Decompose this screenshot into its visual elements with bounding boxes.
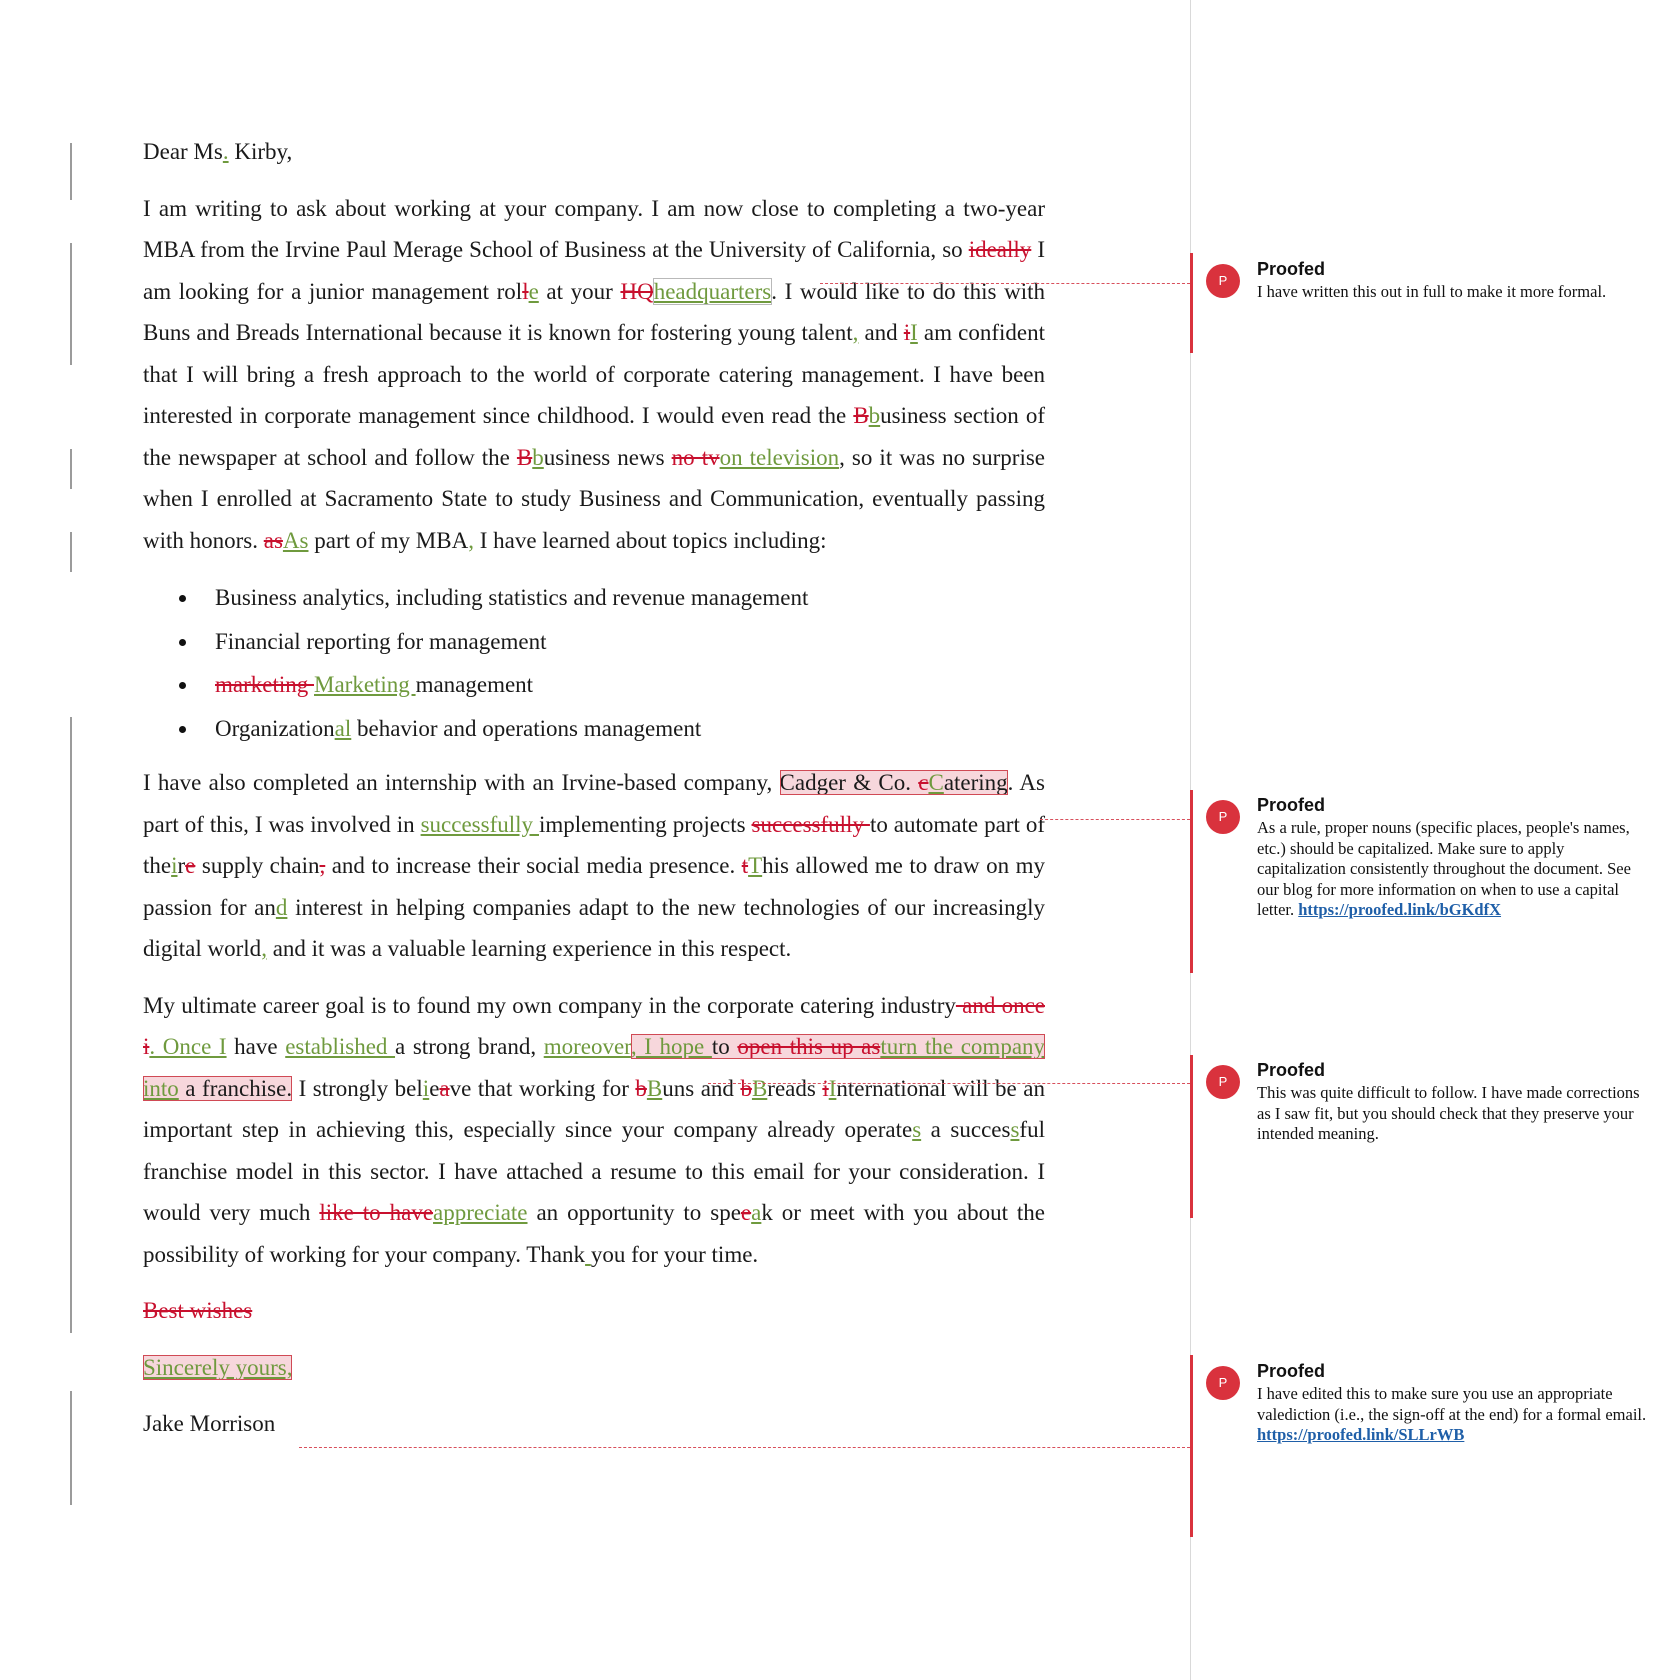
comment-anchor-line bbox=[1040, 819, 1190, 820]
insertion: s bbox=[1010, 1117, 1020, 1142]
comment-author: Proofed bbox=[1257, 1361, 1326, 1381]
deletion: b bbox=[740, 1075, 752, 1101]
change-bar bbox=[70, 1391, 72, 1505]
insertion: b bbox=[868, 403, 881, 428]
insertion: i bbox=[422, 1075, 430, 1101]
comment-anchor-line bbox=[299, 1447, 1190, 1448]
insertion: d bbox=[275, 894, 288, 920]
change-bar bbox=[70, 143, 72, 200]
closing-deleted: Best wishes bbox=[143, 1298, 253, 1323]
change-bar bbox=[70, 243, 72, 365]
deletion: l bbox=[522, 278, 529, 304]
deletion: a bbox=[439, 1075, 450, 1101]
avatar: P bbox=[1206, 1065, 1240, 1099]
deletion: as bbox=[263, 527, 283, 553]
change-bar bbox=[70, 532, 72, 572]
insertion: , bbox=[468, 527, 474, 553]
paragraph-intro: I am writing to ask about working at your company. I am now close to completing a two-year MBA from the Irvine Paul Merage School of Business at the University of California, so ideally I am looking for a junior management rolle at your HQheadquarters. I would like to do this with Buns and Breads International because it is known for fostering young talent, and iI am confident that I will bring a fresh approach to the world of corporate catering management. I have been interested in corporate management since childhood. I would even read the Bbusiness section of the newspaper at school and follow the Bbusiness news no tvon television, so it was no surprise when I enrolled at Sacramento State to study Business and Communication, eventually passing with honors. asAs part of my MBA, I have learned about topics including: bbox=[143, 195, 1045, 553]
topics-list bbox=[143, 576, 1045, 750]
deletion: t bbox=[741, 853, 749, 878]
insertion: , bbox=[261, 936, 267, 961]
comment-bar bbox=[1190, 1055, 1193, 1218]
deletion: B bbox=[516, 444, 533, 470]
insertion: established bbox=[285, 1034, 396, 1059]
avatar: P bbox=[1206, 800, 1240, 834]
deletion: b bbox=[635, 1075, 647, 1101]
comment-card[interactable] bbox=[1206, 259, 1651, 319]
comment-link[interactable]: https://proofed.link/SLLrWB bbox=[1257, 1425, 1465, 1444]
insertion: a bbox=[751, 1200, 762, 1225]
deletion: successfully bbox=[751, 811, 870, 837]
deletion: and once i bbox=[143, 992, 1045, 1059]
insertion: appreciate bbox=[433, 1200, 528, 1225]
insertion: moreover bbox=[543, 1034, 631, 1059]
deletion: , bbox=[319, 853, 326, 878]
list-item: Organizational behavior and operations management bbox=[215, 707, 1045, 751]
insertion: on television bbox=[719, 444, 840, 470]
insertion: b bbox=[532, 444, 544, 470]
insertion: T bbox=[748, 853, 763, 878]
comment-author: Proofed bbox=[1257, 795, 1326, 815]
commented-range[interactable]: Cadger & Co. cCatering bbox=[779, 770, 1008, 795]
comment-text: This was quite difficult to follow. I have made corrections as I saw fit, but you should check that they preserve your intended meaning. bbox=[1257, 1083, 1640, 1143]
commented-range[interactable]: , I hope to open this up asturn the company into a franchise. bbox=[143, 1034, 1046, 1101]
comment-bar bbox=[1190, 790, 1193, 973]
deletion: ideally bbox=[968, 237, 1032, 262]
paragraph-career-goal: My ultimate career goal is to found my own company in the corporate catering industry and once i. Once I have established a strong brand, moreover, I hope to open this up asturn the company into a franchise. I strongly belieave that working for bBuns and bBreads iInternational will be an important step in achieving this, especially since your company already operates a successful franchise model in this sector. I have attached a resume to this email for your consideration. I would very much like to haveappreciate an opportunity to speeak or meet with you about the possibility of working for your company. Thank you for your time. bbox=[143, 992, 1046, 1267]
deletion: like to have bbox=[319, 1200, 434, 1225]
list-item: Business analytics, including statistics and revenue management bbox=[215, 576, 1045, 620]
comment-text: I have written this out in full to make it more formal. bbox=[1257, 282, 1607, 301]
closing-inserted bbox=[143, 1347, 1045, 1389]
insertion: . Once I bbox=[149, 1034, 227, 1059]
comment-text: As a rule, proper nouns (specific places, people's names, etc.) should be capitalized. Make sure to apply capitalization consistently throughout the document. See our blog for more information on when to use a capital letter. https://proofed.link/bGKdfX bbox=[1257, 818, 1631, 919]
comment-text: I have edited this to make sure you use an appropriate valediction (i.e., the sign-off at the end) for a formal email. https://proofed.link/SLLrWB bbox=[1257, 1384, 1647, 1444]
deletion: i bbox=[822, 1075, 829, 1101]
comment-author: Proofed bbox=[1257, 259, 1326, 279]
comment-anchor-line bbox=[708, 1083, 1190, 1084]
comment-author: Proofed bbox=[1257, 1060, 1326, 1080]
commented-range[interactable]: Sincerely yours, bbox=[143, 1354, 293, 1380]
insertion: B bbox=[646, 1075, 663, 1101]
deletion: e bbox=[740, 1200, 752, 1225]
greeting: Dear Ms. Kirby, bbox=[143, 139, 293, 164]
avatar: P bbox=[1206, 1366, 1240, 1400]
insertion: I bbox=[828, 1075, 837, 1101]
insertion: s bbox=[912, 1117, 922, 1142]
comment-bar bbox=[1190, 253, 1193, 353]
change-bar bbox=[70, 717, 72, 1333]
insertion: i bbox=[171, 853, 178, 878]
comment-link[interactable]: https://proofed.link/bGKdfX bbox=[1298, 900, 1502, 919]
list-item: Financial reporting for management bbox=[215, 620, 1045, 664]
insertion: successfully bbox=[420, 811, 539, 837]
deletion: B bbox=[853, 403, 869, 428]
deletion: e bbox=[185, 853, 196, 878]
insertion: I bbox=[910, 320, 918, 345]
deletion: i bbox=[903, 320, 911, 345]
avatar: P bbox=[1206, 264, 1240, 298]
comment-bar bbox=[1190, 1355, 1193, 1537]
insertion: B bbox=[751, 1075, 768, 1101]
insertion: As bbox=[282, 527, 309, 553]
list-item: marketing Marketing management bbox=[215, 663, 1045, 707]
comment-card[interactable] bbox=[1206, 1060, 1651, 1160]
paragraph-internship: I have also completed an internship with an Irvine-based company, Cadger & Co. cCatering. As part of this, I was involved in successfully implementing projects successfully to automate part of theire supply chain, and to increase their social media presence. tThis allowed me to draw on my passion for and interest in helping companies adapt to the new technologies of our increasingly digital world, and it was a valuable learning experience in this respect. bbox=[143, 770, 1045, 961]
comment-anchor-line bbox=[820, 283, 1190, 284]
letter-body[interactable] bbox=[143, 131, 1045, 1460]
change-bar bbox=[70, 449, 72, 489]
deletion: no tv bbox=[671, 444, 720, 470]
insertion: e bbox=[528, 278, 539, 304]
insertion-commented[interactable]: headquarters bbox=[653, 278, 772, 304]
signature: Jake Morrison bbox=[143, 1411, 276, 1436]
insertion: , bbox=[852, 320, 859, 345]
comment-card[interactable] bbox=[1206, 795, 1651, 935]
comment-card[interactable] bbox=[1206, 1361, 1651, 1481]
deletion: HQ bbox=[620, 278, 654, 304]
